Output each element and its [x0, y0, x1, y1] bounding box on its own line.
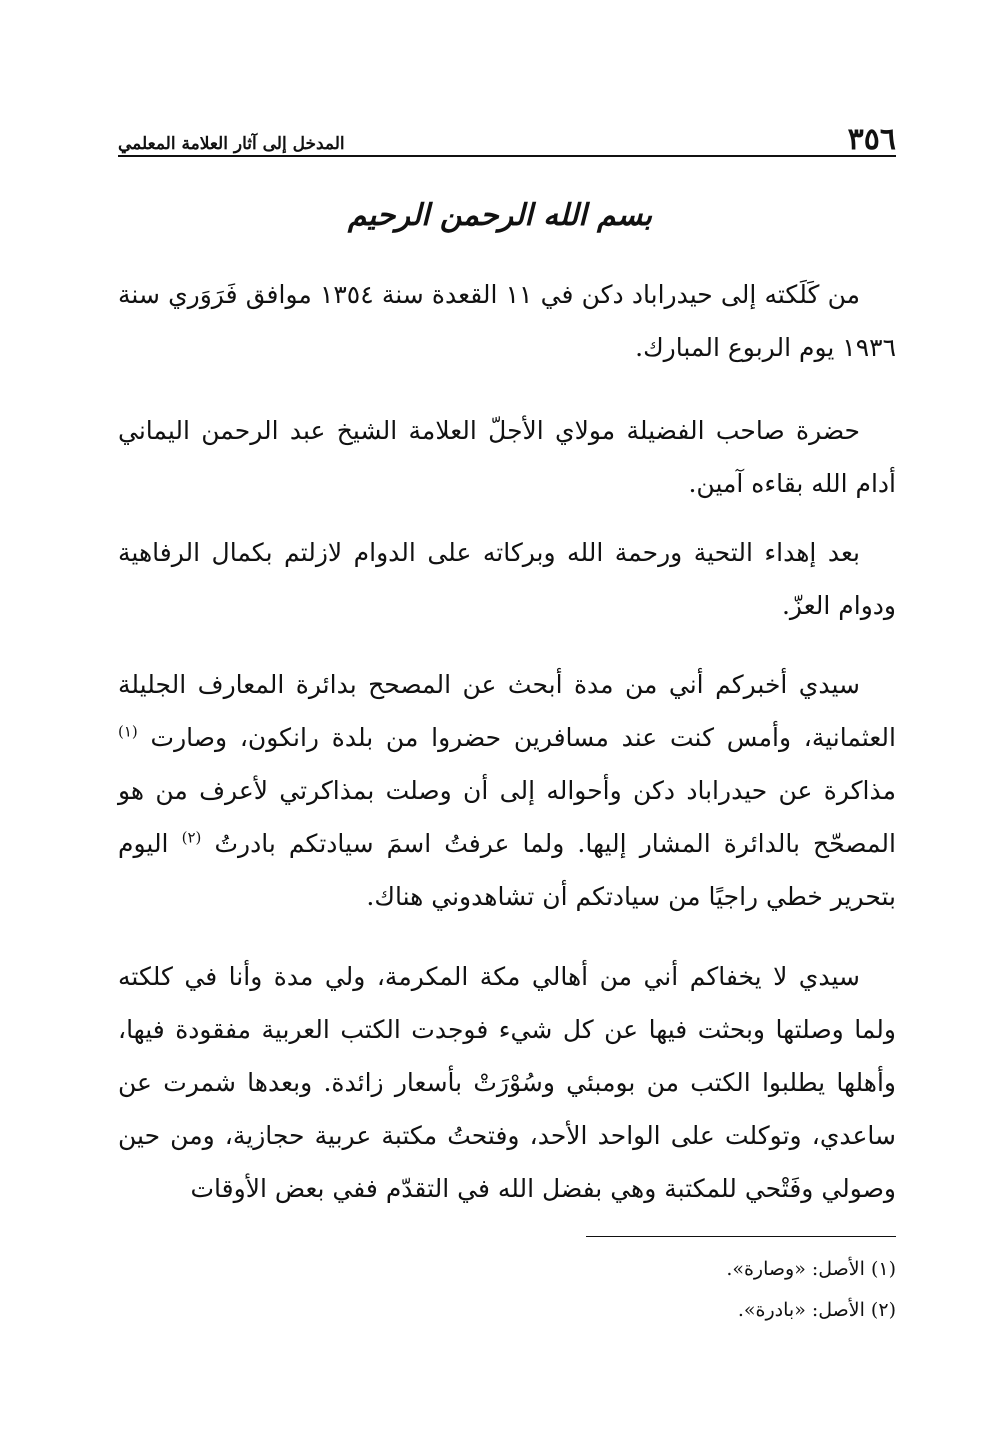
paragraph-text: من كَلَكته إلى حيدراباد دكن في ١١ القعدة سنة ١٣٥٤ موافق فَرَوَري سنة ١٩٣٦ يوم الربوع المبارك. [118, 280, 896, 362]
paragraph-salutation [118, 404, 896, 510]
footnote-2: (٢) الأصل: «بادرة». [737, 1299, 896, 1321]
paragraph-text: مذاكرة عن حيدراباد دكن وأحواله إلى أن وصلت بمذاكرتي لأعرف من هو المصحّح بالدائرة المشار إليها. ولما عرفتُ اسمَ سيادتكم بادرتُ [118, 776, 896, 858]
footnote-rule [586, 1236, 896, 1237]
paragraph-text: بعد إهداء التحية ورحمة الله وبركاته على الدوام لازلتم بكمال الرفاهية ودوام العزّ. [118, 538, 896, 620]
header-rule [118, 155, 896, 157]
running-title: المدخل إلى آثار العلامة المعلمي [118, 134, 345, 154]
paragraph-text: حضرة صاحب الفضيلة مولاي الأجلّ العلامة الشيخ عبد الرحمن اليماني أدام الله بقاءه آمين. [118, 416, 896, 498]
paragraph-body-2 [118, 950, 896, 1215]
paragraph-dateline [118, 268, 896, 374]
footnote-1: (١) الأصل: «وصارة». [726, 1258, 896, 1280]
paragraph-greeting [118, 526, 896, 632]
footnote-marker-1: (١) [118, 722, 138, 741]
basmala-calligraphy: بسم الله الرحمن الرحيم [347, 198, 653, 233]
paragraph-body-1 [118, 658, 896, 923]
page-header [118, 115, 896, 155]
paragraph-text: اليوم بتحرير خطي راجيًا من سيادتكم أن تشاهدوني هناك. [118, 829, 896, 911]
footnote-marker-2: (٢) [181, 828, 202, 847]
paragraph-text: سيدي لا يخفاكم أني من أهالي مكة المكرمة، ولي مدة وأنا في كلكته ولما وصلتها وبحثت فيها عن كل شيء فوجدت الكتب العربية مفقودة فيها، وأهلها يطلبوا الكتب من بومبئي وسُوْرَتْ بأسعار زائدة. وبعدها شمرت عن ساعدي، وتوكلت على الواحد الأحد، وفتحتُ مكتبة عربية حجازية، ومن حين وصولي وفَتْحي للمكتبة وهي بفضل الله في التقدّم ففي بعض الأوقات [118, 962, 896, 1203]
paragraph-text: سيدي أخبركم أني من مدة أبحث عن المصحح بدائرة المعارف الجليلة العثمانية، وأمس كنت عند مسافرين حضروا من بلدة رانكون، وصارت [118, 670, 896, 752]
page-number: ٣٥٦ [847, 122, 896, 157]
